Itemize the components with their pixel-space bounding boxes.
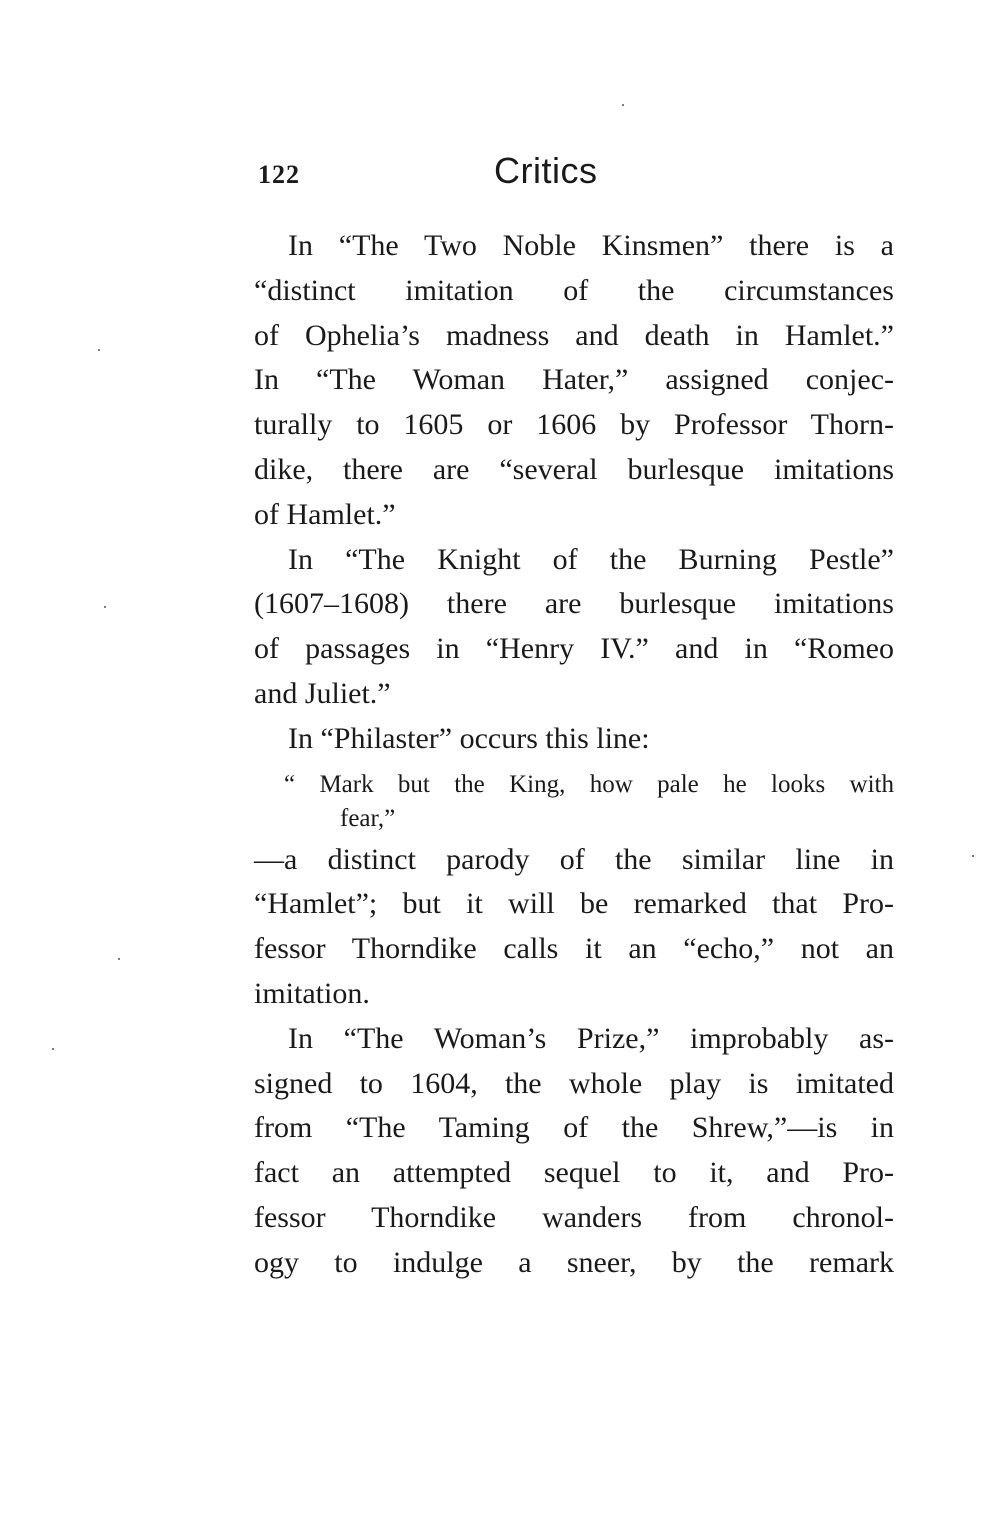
text-line: from “The Taming of the Shrew,”—is in [254, 1111, 894, 1145]
paper-speck [118, 958, 120, 960]
text-line: of passages in “Henry IV.” and in “Romeo [254, 632, 894, 666]
body-text [254, 224, 894, 1286]
text-line: fessor Thorndike wanders from chronol- [254, 1200, 894, 1234]
text-line: —a distinct parody of the similar line in [254, 842, 894, 876]
text-line: and Juliet.” [254, 676, 391, 710]
page-number: 122 [258, 160, 300, 189]
text-line: In “The Knight of the Burning Pestle” [288, 542, 894, 576]
text-line: “Hamlet”; but it will be remarked that Pro- [254, 887, 894, 921]
text-line: (1607–1608) there are burlesque imitations [254, 587, 894, 621]
text-line: of Ophelia’s madness and death in Hamlet.” [254, 318, 894, 352]
text-line: turally to 1605 or 1606 by Professor Thorn- [254, 408, 894, 442]
text-line: dike, there are “several burlesque imitations [254, 452, 894, 486]
block-quote [254, 768, 894, 836]
text-line: of Hamlet.” [254, 497, 396, 531]
text-line: ogy to indulge a sneer, by the remark [254, 1245, 894, 1279]
quote-line: fear,” [340, 804, 396, 832]
text-line: signed to 1604, the whole play is imitated [254, 1066, 894, 1100]
text-line: In “Philaster” occurs this line: [288, 721, 650, 755]
text-line: fessor Thorndike calls it an “echo,” not an [254, 932, 894, 966]
paper-speck [622, 104, 624, 106]
paper-speck [104, 606, 106, 608]
text-line: In “The Woman’s Prize,” improbably as- [288, 1021, 894, 1055]
text-line: In “The Two Noble Kinsmen” there is a [288, 229, 894, 262]
text-line: fact an attempted sequel to it, and Pro- [254, 1156, 894, 1190]
paper-speck [52, 1048, 54, 1050]
quote-line: “ Mark but the King, how pale he looks with [284, 770, 894, 798]
running-title: Critics [494, 150, 598, 191]
text-line: In “The Woman Hater,” assigned conjec- [254, 363, 894, 397]
text-line: imitation. [254, 976, 370, 1010]
paper-speck [98, 349, 100, 351]
paper-speck [972, 855, 974, 857]
text-line: “distinct imitation of the circumstances [254, 273, 894, 307]
